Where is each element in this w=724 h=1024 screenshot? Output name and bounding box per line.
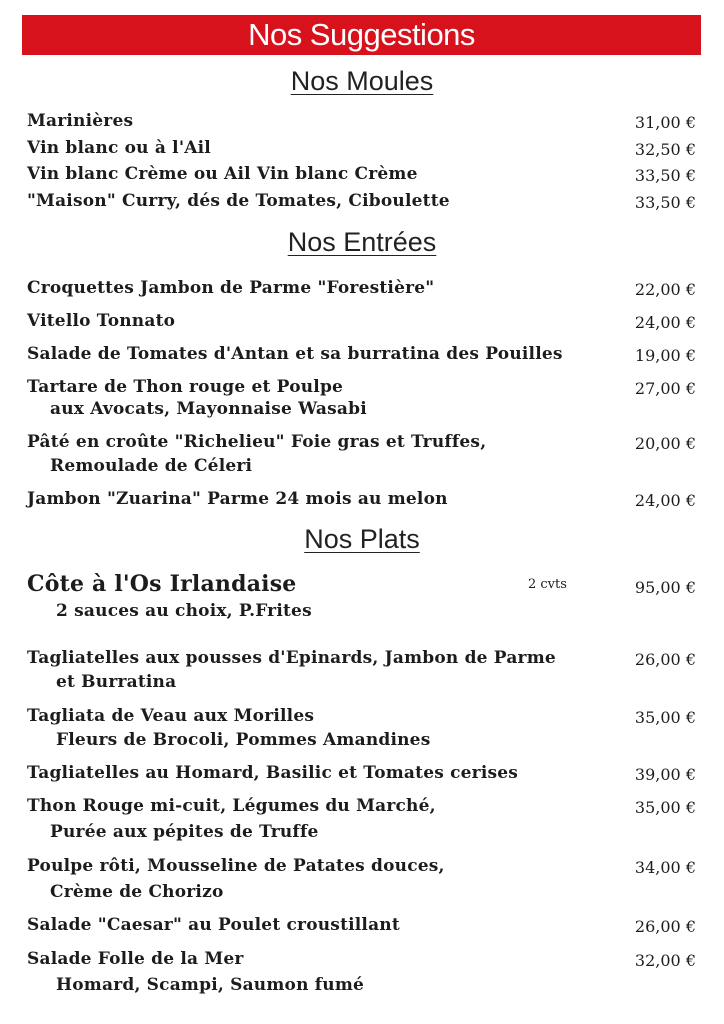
menu-item-name: Salade Folle de la Mer xyxy=(27,949,244,969)
menu-item-name: Poulpe rôti, Mousseline de Patates douces, xyxy=(27,856,445,876)
menu-item-price: 34,00 € xyxy=(634,858,696,877)
menu-item-price: 24,00 € xyxy=(634,491,696,510)
menu-item-name: Salade "Caesar" au Poulet croustillant xyxy=(27,915,400,935)
menu-item-name: Tagliatelles aux pousses d'Epinards, Jambon de Parme xyxy=(27,648,556,668)
menu-item-price: 19,00 € xyxy=(634,346,696,365)
menu-item-name: Pâté en croûte "Richelieu" Foie gras et Truffes, xyxy=(27,432,487,452)
menu-item-price: 39,00 € xyxy=(634,765,696,784)
menu-item-name: Vin blanc Crème ou Ail Vin blanc Crème xyxy=(27,164,418,184)
menu-item-name: Côte à l'Os Irlandaise xyxy=(27,571,297,597)
menu-item-price: 33,50 € xyxy=(634,193,696,212)
section-heading-entrees: Nos Entrées xyxy=(287,227,437,257)
menu-item-name: Tartare de Thon rouge et Poulpe xyxy=(27,377,344,397)
menu-item-description: Remoulade de Céleri xyxy=(50,456,253,476)
menu-item-description: Homard, Scampi, Saumon fumé xyxy=(56,975,365,995)
section-heading-moules: Nos Moules xyxy=(290,66,434,96)
menu-item-price: 20,00 € xyxy=(634,434,696,453)
menu-item-name: Vitello Tonnato xyxy=(27,311,176,331)
section-heading-plats: Nos Plats xyxy=(304,524,420,554)
menu-item-name: Vin blanc ou à l'Ail xyxy=(27,138,211,158)
menu-item-price: 26,00 € xyxy=(634,917,696,936)
menu-item-price: 95,00 € xyxy=(634,578,696,597)
menu-item-description: Crème de Chorizo xyxy=(50,882,224,902)
menu-item-name: Salade de Tomates d'Antan et sa burratina des Pouilles xyxy=(27,344,563,364)
menu-item-name: "Maison" Curry, dés de Tomates, Ciboulette xyxy=(27,191,450,211)
menu-item-name: Thon Rouge mi-cuit, Légumes du Marché, xyxy=(27,796,436,816)
menu-item-price: 27,00 € xyxy=(634,379,696,398)
menu-item-description: Purée aux pépites de Truffe xyxy=(50,822,319,842)
menu-item-price: 32,00 € xyxy=(634,951,696,970)
menu-item-price: 35,00 € xyxy=(634,798,696,817)
menu-item-price: 31,00 € xyxy=(634,113,696,132)
menu-item-description: aux Avocats, Mayonnaise Wasabi xyxy=(50,399,367,419)
page-title: Nos Suggestions xyxy=(22,15,701,55)
menu-item-price: 26,00 € xyxy=(634,650,696,669)
menu-item-price: 35,00 € xyxy=(634,708,696,727)
menu-item-description: et Burratina xyxy=(56,672,177,692)
menu-item-name: Tagliatelles au Homard, Basilic et Tomates cerises xyxy=(27,763,519,783)
menu-item-description: Fleurs de Brocoli, Pommes Amandines xyxy=(56,730,431,750)
menu-item-name: Croquettes Jambon de Parme "Forestière" xyxy=(27,278,435,298)
menu-item-note: 2 cvts xyxy=(528,577,567,592)
menu-item-name: Marinières xyxy=(27,111,134,131)
menu-item-price: 33,50 € xyxy=(634,166,696,185)
menu-item-price: 22,00 € xyxy=(634,280,696,299)
menu-item-name: Tagliata de Veau aux Morilles xyxy=(27,706,315,726)
menu-item-price: 32,50 € xyxy=(634,140,696,159)
menu-item-price: 24,00 € xyxy=(634,313,696,332)
menu-item-name: Jambon "Zuarina" Parme 24 mois au melon xyxy=(27,489,448,509)
menu-item-description: 2 sauces au choix, P.Frites xyxy=(56,601,312,621)
